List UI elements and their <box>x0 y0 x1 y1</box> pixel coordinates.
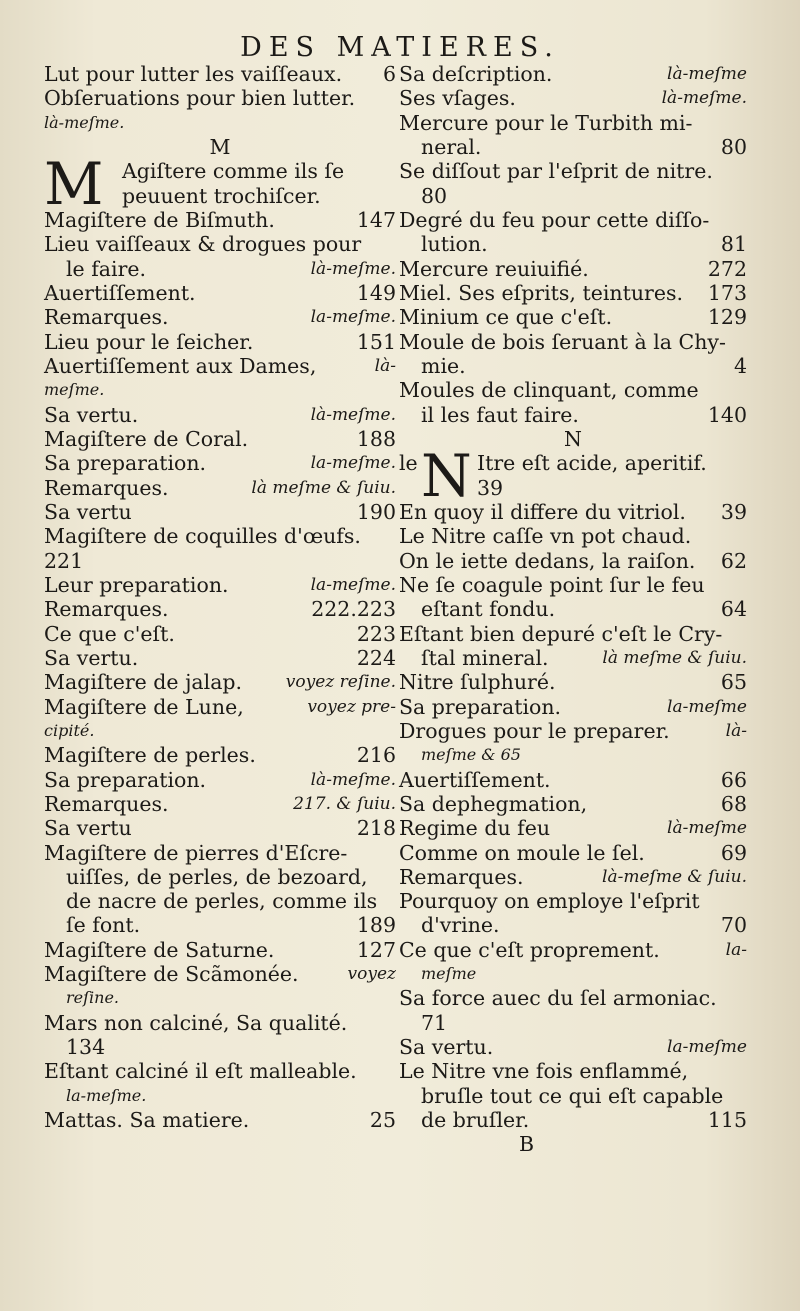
index-entry <box>399 549 747 573</box>
entry-text: Magiſtere de coquilles d'œufs. <box>44 524 361 549</box>
index-entry <box>44 792 396 816</box>
page-reference: 69 <box>720 840 747 865</box>
page-reference: 81 <box>720 232 747 257</box>
index-entry <box>399 232 747 256</box>
entry-text: Comme on moule le ſel. <box>399 840 645 865</box>
index-entry <box>399 597 747 621</box>
entry-text: Auertiſſement. <box>44 280 196 305</box>
page-reference: voyez <box>347 964 396 985</box>
index-entry <box>44 1035 396 1059</box>
entry-text: d'vrine. <box>421 913 500 938</box>
entry-text: Minium ce que c'eſt. <box>399 305 613 330</box>
section-letter: N <box>564 426 582 451</box>
entry-text: de nacre de perles, comme ils <box>66 889 378 914</box>
entry-text: Sa preparation. <box>399 694 562 719</box>
page-reference: 151 <box>356 329 396 354</box>
page-reference: 4 <box>733 353 747 378</box>
index-entry <box>44 695 396 719</box>
page-reference: 190 <box>356 499 396 524</box>
index-entry <box>399 913 747 937</box>
page-reference: là meſme & ſuiu. <box>251 477 396 498</box>
entry-text: Ce que c'eſt. <box>44 621 175 646</box>
page-reference: 189 <box>356 913 396 938</box>
entry-text: Ne ſe coagule point ſur le feu <box>399 572 705 597</box>
page-reference: là- <box>374 355 396 376</box>
index-entry <box>44 622 396 646</box>
index-entry <box>44 962 396 986</box>
index-entry <box>399 670 747 694</box>
entry-text: Remarques. <box>44 305 169 330</box>
entry-text: Ce que c'eſt proprement. <box>399 937 660 962</box>
index-entry <box>399 135 747 159</box>
entry-text: Lieu pour le ſeicher. <box>44 329 254 354</box>
entry-text: Magiſtere de Saturne. <box>44 937 275 962</box>
entry-text: ſtal mineral. <box>421 645 549 670</box>
entry-text: uiſſes, de perles, de bezoard, <box>66 864 368 889</box>
entry-text: Eſtant calciné il eſt malleable. <box>44 1059 357 1084</box>
index-entry <box>44 889 396 913</box>
index-entry <box>399 378 747 402</box>
index-entry <box>44 86 396 110</box>
drop-capital: M <box>44 150 104 219</box>
index-entry <box>399 159 747 183</box>
page-reference: 173 <box>707 280 747 305</box>
entry-text: reſine. <box>66 988 120 1008</box>
entry-text: Sa force auec du ſel armoniac. <box>399 986 717 1011</box>
index-entry <box>44 184 396 208</box>
page-reference: 149 <box>356 280 396 305</box>
entry-text: Magiſtere de Coral. <box>44 426 249 451</box>
entry-text: Auertiſſement aux Dames, <box>44 353 317 378</box>
entry-text: Eſtant bien depuré c'eſt le Cry- <box>399 621 723 646</box>
index-entry <box>44 354 396 378</box>
index-entry <box>399 208 747 232</box>
entry-text: Nitre ſulphuré. <box>399 670 556 695</box>
index-entry <box>399 1084 747 1108</box>
page-reference: là-meſme. <box>661 88 747 109</box>
entry-text: 71 <box>421 1010 448 1035</box>
index-entry <box>399 792 747 816</box>
page-reference: 272 <box>707 256 747 281</box>
page-reference: 68 <box>720 791 747 816</box>
index-entry <box>399 962 747 986</box>
index-entry <box>44 573 396 597</box>
entry-text: En quoy il differe du vitriol. <box>399 499 686 524</box>
index-entry <box>44 232 396 256</box>
entry-text: là-meſme. <box>44 112 125 132</box>
entry-text: Sa vertu. <box>44 402 139 427</box>
entry-text: Agiſtere comme ils ſe <box>122 159 345 184</box>
page-reference: 70 <box>720 913 747 938</box>
entry-text: Sa vertu <box>44 816 132 841</box>
index-entry <box>44 719 396 743</box>
page-reference: 140 <box>707 402 747 427</box>
entry-text: Mercure pour le Turbith mi- <box>399 110 693 135</box>
index-entry <box>44 524 396 548</box>
index-entry <box>399 305 747 329</box>
entry-text: ſe font. <box>66 913 141 938</box>
entry-text: Obſeruations pour bien lutter. <box>44 86 356 111</box>
entry-text: Degré du feu pour cette diſſo- <box>399 207 710 232</box>
page-reference: 188 <box>356 426 396 451</box>
index-entry <box>399 695 747 719</box>
page-reference: 216 <box>356 743 396 768</box>
running-header: DES MATIERES. <box>240 32 560 63</box>
entry-text: Auertiſſement. <box>399 767 551 792</box>
entry-text: bruſle tout ce qui eſt capable <box>421 1083 724 1108</box>
entry-text: On le iette dedans, la raiſon. <box>399 548 696 573</box>
index-entry <box>44 841 396 865</box>
entry-text: Lut pour lutter les vaiſſeaux. <box>44 62 343 86</box>
entry-text: Remarques. <box>44 475 169 500</box>
page-reference: là-meſme. <box>310 769 396 790</box>
index-entry <box>44 670 396 694</box>
entry-text: Mercure reuiuifié. <box>399 256 589 281</box>
index-entry <box>44 1108 396 1132</box>
index-entry <box>399 476 747 500</box>
entry-text: Remarques. <box>44 791 169 816</box>
index-entry <box>399 889 747 913</box>
page-reference: 66 <box>720 767 747 792</box>
index-entry <box>44 1059 396 1083</box>
entry-text: Magiſtere de Scãmonée. <box>44 962 299 987</box>
entry-text: meſme & 65 <box>421 745 521 765</box>
entry-text: mie. <box>421 353 466 378</box>
index-entry <box>44 913 396 937</box>
page-reference: 6 <box>382 62 396 86</box>
index-entry <box>44 500 396 524</box>
page-reference: là-meſme <box>667 64 747 84</box>
drop-capital-prefix: le <box>399 451 418 476</box>
index-entry <box>399 1108 747 1132</box>
entry-text: Magiſtere de jalap. <box>44 670 243 695</box>
entry-text: Drogues pour le preparer. <box>399 718 670 743</box>
index-entry <box>399 86 747 110</box>
page-reference: la-meſme <box>667 1037 747 1058</box>
index-entry <box>44 938 396 962</box>
page-reference: 218 <box>356 816 396 841</box>
index-entry <box>399 62 747 86</box>
index-entry <box>399 330 747 354</box>
index-entry <box>399 938 747 962</box>
entry-text: Sa preparation. <box>44 451 207 476</box>
page-reference: 64 <box>720 597 747 622</box>
index-entry <box>399 184 747 208</box>
index-entry <box>44 257 396 281</box>
page-reference: la-meſme. <box>310 453 396 474</box>
index-entry <box>44 403 396 427</box>
index-entry <box>399 865 747 889</box>
entry-text: lution. <box>421 232 488 257</box>
entry-text: B <box>519 1132 535 1157</box>
section-letter: M <box>209 134 231 159</box>
index-entry <box>399 524 747 548</box>
index-entry <box>44 865 396 889</box>
index-entry <box>44 549 396 573</box>
page-reference: 80 <box>720 134 747 159</box>
entry-text: Sa deſcription. <box>399 62 553 86</box>
index-entry <box>399 743 747 767</box>
index-entry <box>399 646 747 670</box>
index-entry <box>399 1011 747 1035</box>
entry-text: Magiſtere de Biſmuth. <box>44 207 275 232</box>
entry-text: Regime du feu <box>399 816 551 841</box>
index-entry <box>44 768 396 792</box>
index-entry <box>44 1084 396 1108</box>
index-entry <box>44 1011 396 1035</box>
entry-text: Se diſſout par l'eſprit de nitre. <box>399 159 713 184</box>
page-reference: 224 <box>356 645 396 670</box>
entry-text: de bruſler. <box>421 1108 530 1133</box>
page-reference: 223 <box>356 621 396 646</box>
page-reference: 127 <box>356 937 396 962</box>
page-reference: là- <box>725 720 747 741</box>
entry-text: Magiſtere de perles. <box>44 743 256 768</box>
entry-text: eſtant fondu. <box>421 597 556 622</box>
entry-text: 80 <box>421 183 448 208</box>
index-entry <box>399 1132 747 1156</box>
entry-text: Sa vertu <box>44 499 132 524</box>
entry-text: 221 <box>44 548 84 573</box>
index-entry <box>44 816 396 840</box>
page-reference: la-meſme. <box>310 574 396 595</box>
entry-text: Mars non calciné, Sa qualité. <box>44 1010 348 1035</box>
index-entry <box>399 986 747 1010</box>
page-reference: 147 <box>356 207 396 232</box>
entry-text: Miel. Ses eſprits, teintures. <box>399 280 684 305</box>
entry-text: 134 <box>66 1035 106 1060</box>
index-entry <box>399 354 747 378</box>
index-entry <box>44 451 396 475</box>
entry-text: Mattas. Sa matiere. <box>44 1108 250 1133</box>
index-entry <box>44 62 396 86</box>
index-entry <box>399 257 747 281</box>
entry-text: Remarques. <box>44 597 169 622</box>
entry-text: Remarques. <box>399 864 524 889</box>
index-entry <box>399 768 747 792</box>
index-entry <box>399 111 747 135</box>
entry-text: Ses vſages. <box>399 86 516 111</box>
entry-text: Le Nitre vne fois enflammé, <box>399 1059 689 1084</box>
index-entry <box>44 597 396 621</box>
index-entry <box>399 1059 747 1083</box>
page-reference: 217. & ſuiu. <box>293 793 396 814</box>
page-reference: là meſme & ſuiu. <box>602 647 747 668</box>
page-reference: la- <box>725 939 747 960</box>
entry-text: peuuent trochiſcer. <box>122 183 321 208</box>
index-entry <box>399 281 747 305</box>
page-reference: voyez reſine. <box>285 672 396 693</box>
entry-text: Lieu vaiſſeaux & drogues pour <box>44 232 362 257</box>
page-reference: 115 <box>707 1108 747 1133</box>
index-entry <box>44 646 396 670</box>
entry-text: Sa vertu. <box>44 645 139 670</box>
entry-text: 39 <box>477 475 504 500</box>
index-entry <box>44 476 396 500</box>
page-reference: la-meſme. <box>310 307 396 328</box>
index-entry <box>44 427 396 451</box>
entry-text: Pourquoy on employe l'eſprit <box>399 889 700 914</box>
entry-text: meſme <box>421 964 477 984</box>
entry-text: Leur preparation. <box>44 572 229 597</box>
index-entry <box>399 1035 747 1059</box>
page-reference: 62 <box>720 548 747 573</box>
index-column-left <box>44 62 396 1132</box>
index-entry <box>399 573 747 597</box>
index-entry <box>399 403 747 427</box>
entry-text: la-meſme. <box>66 1085 147 1105</box>
index-entry <box>44 208 396 232</box>
index-entry <box>399 841 747 865</box>
page-reference: voyez pre- <box>307 696 396 717</box>
index-entry <box>44 378 396 402</box>
page-reference: 222.223 <box>311 597 396 622</box>
entry-text: meſme. <box>44 380 105 400</box>
entry-text: Itre eſt acide, aperitif. <box>477 451 707 476</box>
index-entry <box>399 622 747 646</box>
entry-text: Sa dephegmation, <box>399 791 588 816</box>
entry-text: Moule de bois ſeruant à la Chy- <box>399 329 726 354</box>
entry-text: Magiſtere de Lune, <box>44 694 244 719</box>
page-reference: la-meſme <box>667 696 747 717</box>
index-entry <box>44 986 396 1010</box>
page-reference: 39 <box>720 499 747 524</box>
entry-text: Magiſtere de pierres d'Eſcre- <box>44 840 348 865</box>
entry-text: Sa vertu. <box>399 1035 494 1060</box>
page-reference: là-meſme. <box>310 258 396 279</box>
index-entry <box>44 330 396 354</box>
index-entry <box>44 305 396 329</box>
page-reference: 129 <box>707 305 747 330</box>
index-entry <box>44 743 396 767</box>
index-entry <box>399 719 747 743</box>
page-reference: 25 <box>369 1108 396 1133</box>
index-entry <box>399 500 747 524</box>
entry-text: le faire. <box>66 256 147 281</box>
drop-capital: N <box>421 442 472 511</box>
entry-text: neral. <box>421 134 482 159</box>
index-entry <box>399 816 747 840</box>
index-entry <box>44 111 396 135</box>
page-reference: là-meſme <box>667 818 747 839</box>
index-entry <box>44 281 396 305</box>
entry-text: Moules de clinquant, comme <box>399 378 699 403</box>
index-column-right <box>399 62 747 1157</box>
page-reference: là-meſme. <box>310 404 396 425</box>
entry-text: Sa preparation. <box>44 767 207 792</box>
page-reference: là-meſme & ſuiu. <box>602 866 747 887</box>
page-reference: 65 <box>720 670 747 695</box>
entry-text: cipité. <box>44 720 95 740</box>
entry-text: il les faut faire. <box>421 402 579 427</box>
entry-text: Le Nitre caſſe vn pot chaud. <box>399 524 692 549</box>
